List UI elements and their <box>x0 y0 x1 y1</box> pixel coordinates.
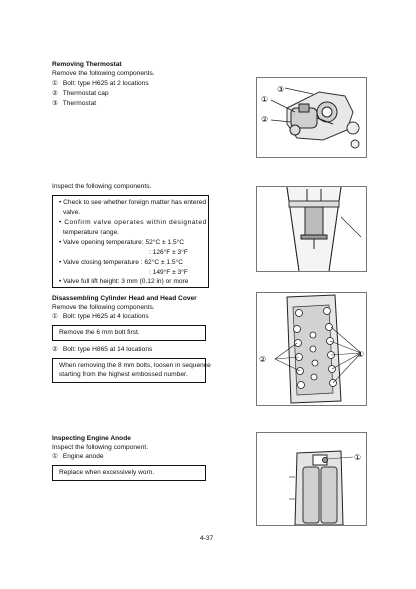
callout-2: ② <box>261 115 269 124</box>
anode-heading: Inspecting Engine Anode <box>52 435 131 442</box>
callout-3: ③ <box>277 85 285 94</box>
spec-bullet-1: • Check to see whether foreign matter has entered <box>59 199 207 206</box>
item-text: Thermostat cap <box>62 90 109 97</box>
item-number: ③ <box>52 100 58 107</box>
inspect-intro: Inspect the following components. <box>52 183 152 190</box>
item-number: ① <box>52 80 58 87</box>
spec-bullet-3-cont: : 126°F ± 3°F <box>149 249 188 256</box>
thermostat-item-2 <box>52 90 109 98</box>
cylinder-note-2 <box>52 358 211 383</box>
page-number: 4-37 <box>200 535 214 542</box>
spec-bullet-2: • Confirm valve operates within designated <box>59 219 207 226</box>
item-number: ② <box>52 90 58 97</box>
item-text: Bolt: type H625 at 4 locations <box>62 313 149 320</box>
spec-bullet-1-cont: valve. <box>63 209 81 216</box>
cylinder-note-1 <box>52 325 206 341</box>
cylinder-head-figure <box>256 292 367 406</box>
note-text: Replace when excessively worn. <box>59 469 155 476</box>
note-text: Remove the 6 mm bolt first. <box>59 329 140 336</box>
item-text: Bolt: type H625 at 2 locations <box>62 80 149 87</box>
item-number: ① <box>52 453 58 460</box>
item-number: ① <box>52 313 58 320</box>
item-number: ② <box>52 346 58 353</box>
callout-1: ① <box>354 453 362 462</box>
inspect-spec-box <box>52 195 209 288</box>
cylinder-item-1 <box>52 313 149 321</box>
thermostat-item-3 <box>52 100 96 108</box>
callout-2: ② <box>259 355 267 364</box>
spec-bullet-3: • Valve opening temperature: 52°C ± 1.5°C <box>59 239 185 246</box>
cylinder-heading: Disassembling Cylinder Head and Head Cover <box>52 295 197 302</box>
thermostat-test-figure <box>256 186 367 272</box>
spec-bullet-4-cont: : 149°F ± 3°F <box>149 269 188 276</box>
anode-note <box>52 465 206 481</box>
item-text: Thermostat <box>62 100 97 107</box>
thermostat-item-1 <box>52 80 149 88</box>
note-text-line-1: When removing the 8 mm bolts, loosen in sequence <box>59 362 211 369</box>
callout-1: ① <box>357 350 365 359</box>
item-text: Engine anode <box>62 453 104 460</box>
spec-bullet-4: • Valve closing temperature : 62°C ± 1.5°C <box>59 259 183 266</box>
thermostat-figure <box>256 77 367 158</box>
anode-intro: Inspect the following component. <box>52 444 149 451</box>
spec-bullet-2-cont: temperature range. <box>63 229 120 236</box>
callout-1: ① <box>261 95 269 104</box>
note-text-line-2: starting from the highest embossed number. <box>59 371 188 378</box>
cylinder-item-2 <box>52 346 152 354</box>
item-text: Bolt: type H865 at 14 locations <box>62 346 153 353</box>
cylinder-intro: Remove the following components. <box>52 304 155 311</box>
spec-bullet-5: • Valve full lift height: 3 mm (0.12 in) or more <box>59 278 189 285</box>
anode-figure <box>256 432 367 526</box>
thermostat-heading: Removing Thermostat <box>52 61 122 68</box>
thermostat-intro: Remove the following components. <box>52 70 155 77</box>
anode-item-1 <box>52 453 104 461</box>
